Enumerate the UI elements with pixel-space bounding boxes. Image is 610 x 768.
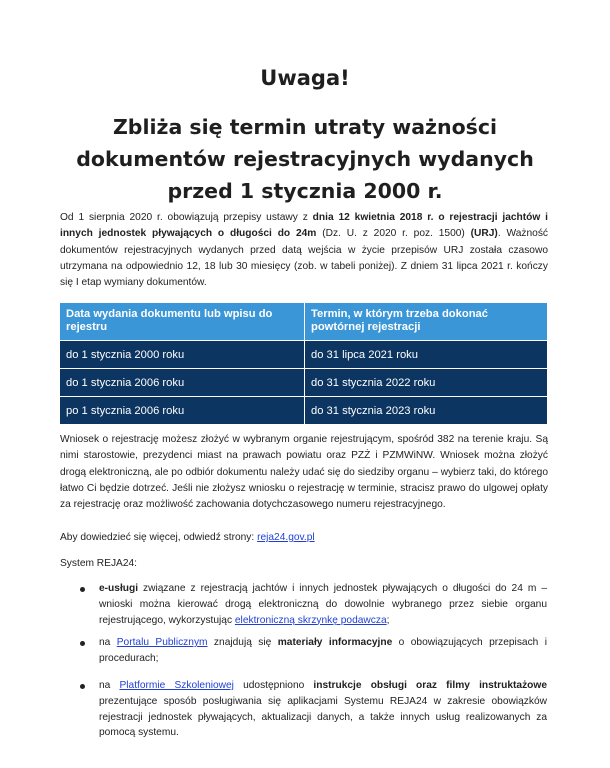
deadline-cell: do 31 lipca 2021 roku xyxy=(305,341,548,369)
reja24-link[interactable]: reja24.gov.pl xyxy=(257,532,315,543)
list-item-text: na xyxy=(99,637,117,648)
intro-paragraph xyxy=(60,210,548,291)
e-inbox-link[interactable]: elektroniczną skrzynkę podawcza xyxy=(234,614,387,626)
list-item-training-platform xyxy=(99,678,547,741)
intro-abbrev: (URJ) xyxy=(470,228,498,240)
intro-text-2: (Dz. U. z 2020 r. poz. 1500) xyxy=(316,228,471,240)
table-row xyxy=(60,369,547,397)
subtitle-line-3: przed 1 stycznia 2000 r. xyxy=(167,179,443,203)
see-more-text: Aby dowiedzieć się więcej, odwiedź strony: xyxy=(60,532,258,543)
deadline-cell: do 31 stycznia 2023 roku xyxy=(305,397,548,425)
issue-date-cell: do 1 stycznia 2006 roku xyxy=(60,369,305,397)
list-item-text: na xyxy=(99,680,120,691)
list-item-text: związane z rejestracją jachtów i innych jednostek pływających o długości do 24 m – wnioski można kierować drogą elektroniczną do dowolnie wybranego przez siebie organu rejestrującego, wykorzystując xyxy=(99,583,547,626)
bullet-dot-icon xyxy=(80,641,85,646)
list-item-public-portal xyxy=(99,635,547,667)
list-item-text: prezentujące sposób posługiwania się aplikacjami Systemu REJA24 w zakresie obowiązków rejestracji jednostek pływających, aktualizacji danych, a także innych usług realizowanych za pomocą systemu. xyxy=(99,695,547,739)
list-item-text: znajdują się xyxy=(207,637,278,648)
list-item-bold: instrukcje obsługi oraz filmy instruktażowe xyxy=(313,680,547,691)
list-item-text: o obowiązujących przepisach i procedurach; xyxy=(99,637,548,664)
bullet-dot-icon xyxy=(80,587,85,592)
list-item-bold: e-usługi xyxy=(99,583,139,594)
table-row xyxy=(60,397,547,425)
list-item-text: ; xyxy=(386,614,390,626)
intro-text-1: Od 1 sierpnia 2020 r. obowiązują przepisy ustawy z xyxy=(60,212,313,223)
deadline-cell: do 31 stycznia 2022 roku xyxy=(305,369,548,397)
application-paragraph: Wniosek o rejestrację możesz złożyć w wybranym organie rejestrującym, spośród 382 na terenie kraju. Są nimi starostowie, prezydenci miast na prawach powiatu oraz PZŻ i PZMWiNW. Wniosek można złożyć drogą elektroniczną, ale po odbiór dokumentu należy udać się do siedziby organu – wybierz taki, do którego łatwo Ci będzie dotrzeć. Jeśli nie złożysz wniosku o rejestrację w terminie, stracisz prawo do ulgowej opłaty za rejestrację oraz możliwość zachowania dotychczasowego numeru rejestracyjnego. xyxy=(60,434,548,511)
table-row xyxy=(60,341,547,369)
subtitle-line-1: Zbliża się termin utraty ważności xyxy=(112,115,498,139)
table-header-row xyxy=(60,303,547,341)
list-item-bold: materiały informacyjne xyxy=(277,637,393,648)
training-platform-link[interactable]: Platformie Szkoleniowej xyxy=(119,680,234,691)
issue-date-cell: do 1 stycznia 2000 roku xyxy=(60,341,305,369)
header-issue-date: Data wydania dokumentu lub wpisu do rejestru xyxy=(60,303,305,341)
notice-title: Uwaga! xyxy=(260,66,350,90)
see-more-line xyxy=(60,532,315,543)
subtitle-line-2: dokumentów rejestracyjnych wydanych xyxy=(76,147,534,171)
header-deadline: Termin, w którym trzeba dokonać powtórnej rejestracji xyxy=(305,303,548,341)
list-item-e-services xyxy=(99,581,547,628)
bullet-dot-icon xyxy=(80,684,85,689)
system-title: System REJA24: xyxy=(60,558,137,569)
list-item-text: udostępniono xyxy=(233,680,314,691)
intro-text-3: . Ważność dokumentów rejestracyjnych wydanych przed datą wejścia w życie przepisów URJ została czasowo utrzymana na odpowiednio 12, 18 lub 30 miesięcy (zob. w tabeli poniżej). Z dniem 31 lipca 2021 r. kończy się I etap wymiany dokumentów. xyxy=(60,228,549,289)
intro-law-title: dnia 12 kwietnia 2018 r. o rejestracji jachtów i innych jednostek pływających o długości do 24m xyxy=(60,212,549,240)
deadline-table xyxy=(60,303,547,424)
public-portal-link[interactable]: Portalu Publicznym xyxy=(116,637,208,648)
issue-date-cell: po 1 stycznia 2006 roku xyxy=(60,397,305,425)
